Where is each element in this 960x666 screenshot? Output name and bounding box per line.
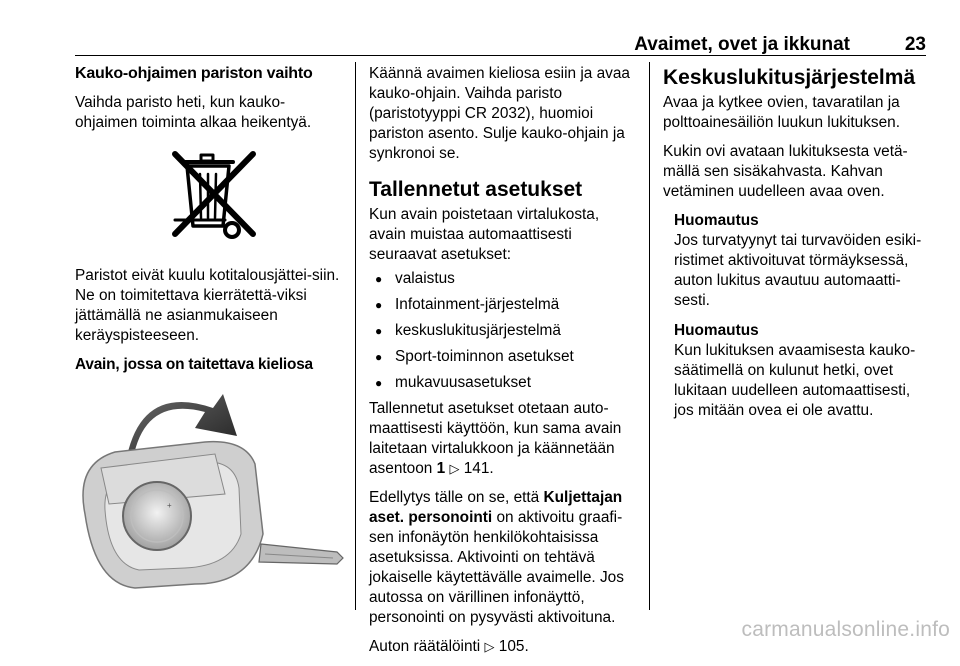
recall-text: Tallennetut asetukset otetaan auto-maattisesti käyttöön, kun sama avain laitetaan virtalukkoon ja käännetään asentoon	[369, 400, 622, 477]
recall-position: 1	[436, 460, 446, 477]
header-title: Avaimet, ovet ja ikkunat	[634, 34, 850, 55]
section-heading-central-locking: Keskuslukitusjärjestelmä	[663, 66, 916, 89]
svg-text:+: +	[167, 501, 172, 510]
note-title: Huomautus	[674, 322, 759, 339]
column-divider-1	[355, 62, 356, 610]
condition-paragraph	[369, 488, 637, 628]
crossed-bin-icon	[75, 142, 347, 254]
note-title: Huomautus	[674, 212, 759, 229]
watermark: carmanualsonline.info	[741, 618, 950, 641]
column-3	[663, 64, 933, 431]
note-text: Jos turvatyynyt tai turvavöiden esiki-ristimet aktivoituvat törmäyksessä, auton lukitus avautuu automaatti-sesti.	[674, 232, 922, 309]
list-item: ● Sport-toiminnon asetukset	[369, 347, 637, 367]
central-locking-intro: Avaa ja kytkee ovien, tavaratilan ja polttoainesäiliön luukun lukituksen.	[663, 94, 900, 131]
page-number: 23	[904, 34, 926, 55]
recall-ref: 141.	[463, 460, 494, 477]
column-divider-2	[649, 62, 650, 610]
column-1	[75, 64, 347, 624]
condition-bold: Kuljettajan aset. personointi	[369, 489, 623, 526]
recall-text-paragraph	[369, 399, 637, 479]
section-heading-saved-settings: Tallennetut asetukset	[369, 178, 583, 201]
disposal-text: Paristot eivät kuulu kotitalousjättei-siin. Ne on toimitettava kierrätettä-viksi jättämällä ne asianmukaiseen keräyspisteeseen.	[75, 267, 340, 344]
figure-heading: Avain, jossa on taitettava kieliosa	[75, 356, 313, 373]
battery-instructions: Käännä avaimen kieliosa esiin ja avaa kauko-ohjain. Vaihda paristo (paristotyyppi CR 2032), huomioi pariston asento. Sulje kauko-ohjain ja synkronoi se.	[369, 65, 630, 162]
note	[674, 211, 933, 311]
customization-text: Auton räätälöinti	[369, 638, 481, 655]
battery-intro: Vaihda paristo heti, kun kauko-ohjaimen toiminta alkaa heikentyä.	[75, 94, 312, 131]
condition-pre: Edellytys tälle on se, että	[369, 489, 540, 506]
customization-ref: 105.	[498, 638, 529, 655]
condition-post: on aktivoitu graafi-sen infonäytön henkilökohtaisissa asetuksissa. Aktivointi on tehtävä jokaiselle käytettävälle avaimelle. Jos autossa on värillinen infonäyttö, personointi on pysyvästi aktivoituna.	[369, 509, 624, 626]
header-rule	[75, 55, 926, 56]
column-2	[369, 64, 637, 666]
page-ref-icon: ▷	[484, 639, 495, 654]
list-item: ● Infotainment-järjestelmä	[369, 295, 637, 315]
page-ref-icon: ▷	[449, 461, 460, 476]
list-item: ● valaistus	[369, 269, 637, 289]
list-item: ● keskuslukitusjärjestelmä	[369, 321, 637, 341]
saved-settings-intro: Kun avain poistetaan virtalukosta, avain muistaa automaattisesti seuraavat asetukset:	[369, 206, 600, 263]
key-battery-image	[75, 384, 347, 612]
section-heading-battery: Kauko-ohjaimen pariston vaihto	[75, 65, 313, 82]
door-opening-text: Kukin ovi avataan lukituksesta vetä-mällä sen sisäkahvasta. Kahvan vetäminen uudelleen avaa oven.	[663, 143, 908, 200]
list-item: ● mukavuusasetukset	[369, 373, 637, 393]
note	[674, 321, 933, 421]
note-text: Kun lukituksen avaamisesta kauko-säätimellä on kulunut hetki, ovet lukitaan uudelleen automaattisesti, jos mitään ovea ei ole avattu.	[674, 342, 916, 419]
saved-settings-list	[369, 269, 637, 393]
